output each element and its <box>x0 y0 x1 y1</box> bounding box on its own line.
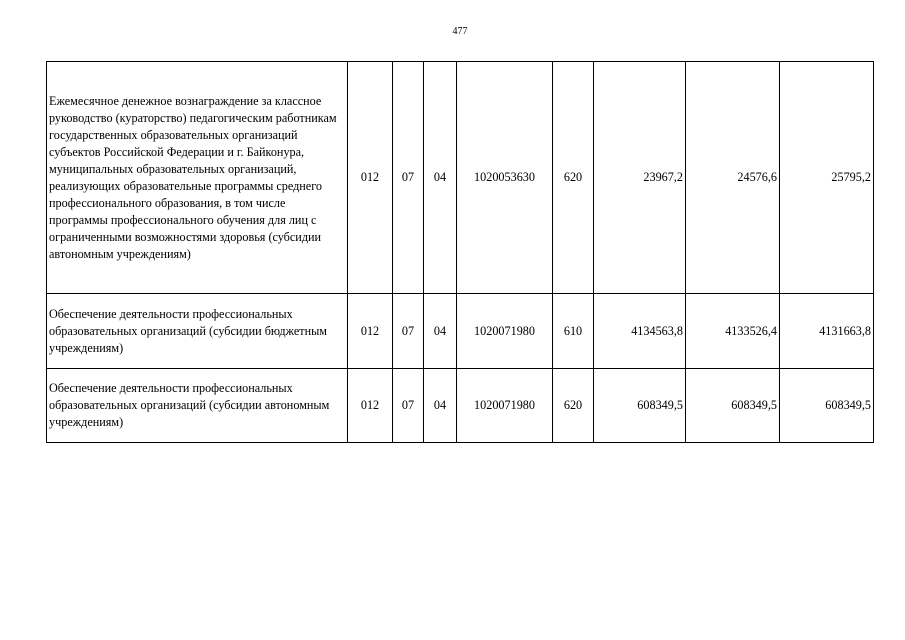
amount-2: 608349,5 <box>686 369 780 443</box>
expense-type-code: 620 <box>553 62 594 294</box>
amount-3: 25795,2 <box>780 62 874 294</box>
subsection-code: 04 <box>424 369 457 443</box>
section-code: 07 <box>393 294 424 369</box>
amount-1: 23967,2 <box>594 62 686 294</box>
table-row <box>47 294 874 369</box>
amount-3: 4131663,8 <box>780 294 874 369</box>
amount-1: 4134563,8 <box>594 294 686 369</box>
ministry-code: 012 <box>348 62 393 294</box>
row-description: Обеспечение деятельности профессиональных образовательных организаций (субсидии автономным учреждениям) <box>47 369 348 443</box>
ministry-code: 012 <box>348 369 393 443</box>
row-description: Ежемесячное денежное вознаграждение за классное руководство (кураторство) педагогическим работникам государственных образовательных организаций субъектов Российской Федерации и г. Байконура, муниципальных образовательных организаций, реализующих образовательные программы среднего профессионального образования, в том числе программы профессионального обучения для лиц с ограниченными возможностями здоровья (субсидии автономным учреждениям) <box>47 62 348 294</box>
page-number: 477 <box>452 26 468 37</box>
amount-2: 24576,6 <box>686 62 780 294</box>
section-code: 07 <box>393 62 424 294</box>
target-article-code: 1020071980 <box>457 294 553 369</box>
subsection-code: 04 <box>424 62 457 294</box>
budget-table <box>46 61 874 443</box>
amount-3: 608349,5 <box>780 369 874 443</box>
target-article-code: 1020053630 <box>457 62 553 294</box>
amount-1: 608349,5 <box>594 369 686 443</box>
subsection-code: 04 <box>424 294 457 369</box>
table-row <box>47 369 874 443</box>
amount-2: 4133526,4 <box>686 294 780 369</box>
target-article-code: 1020071980 <box>457 369 553 443</box>
expense-type-code: 620 <box>553 369 594 443</box>
row-description: Обеспечение деятельности профессиональных образовательных организаций (субсидии бюджетным учреждениям) <box>47 294 348 369</box>
ministry-code: 012 <box>348 294 393 369</box>
table-row <box>47 62 874 294</box>
expense-type-code: 610 <box>553 294 594 369</box>
section-code: 07 <box>393 369 424 443</box>
